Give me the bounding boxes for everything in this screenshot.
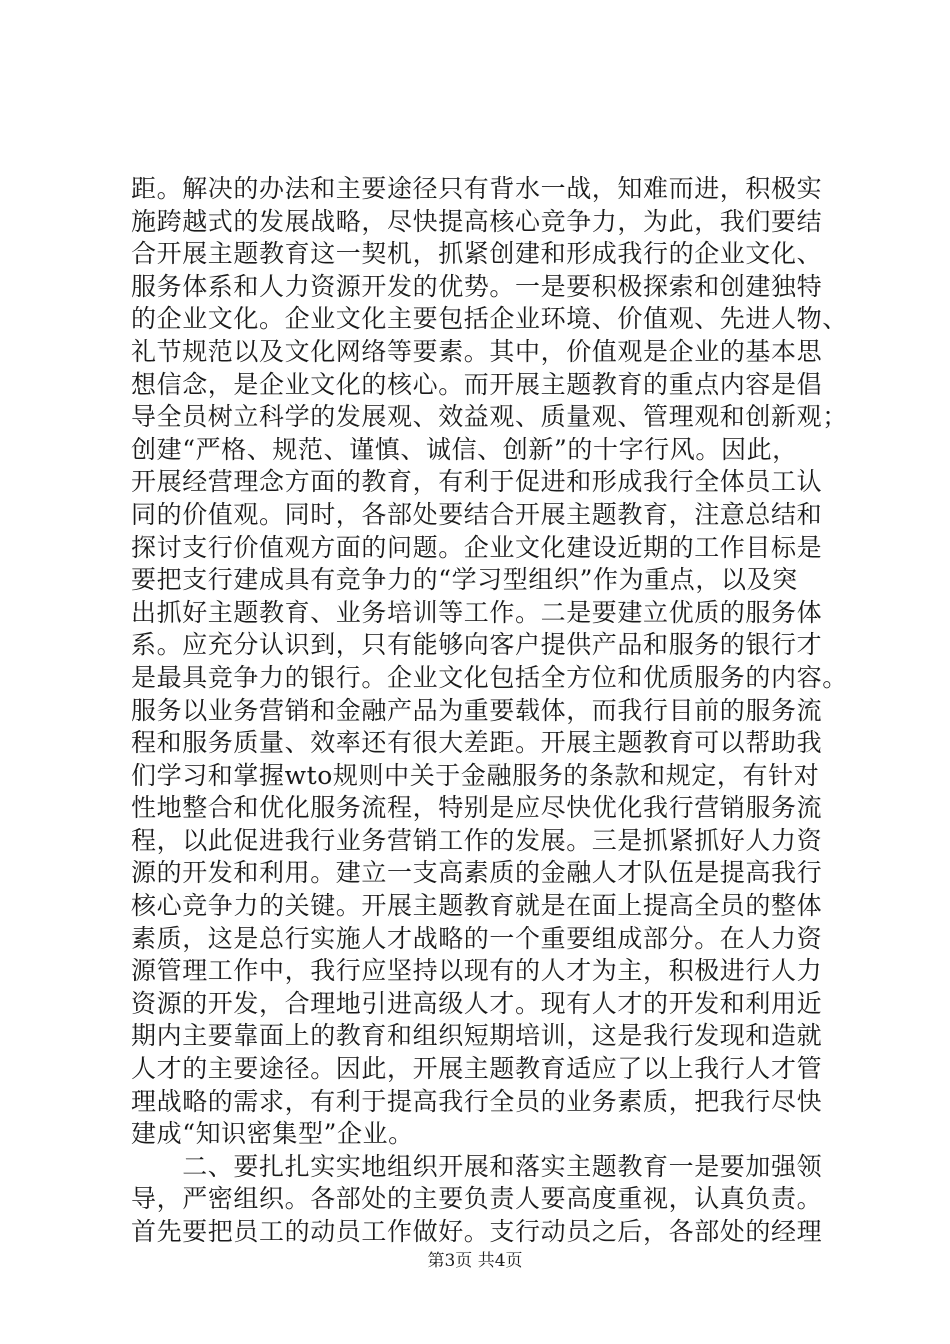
text-line: 开展经营理念方面的教育，有利于促进和形成我行全体员工认 — [131, 467, 823, 497]
text-line: 服务体系和人力资源开发的优势。一是要积极探索和创建独特 — [131, 271, 823, 301]
text-line: 导全员树立科学的发展观、效益观、质量观、管理观和创新观； — [131, 402, 848, 432]
text-line: 同的价值观。同时，各部处要结合开展主题教育，注意总结和 — [131, 499, 823, 529]
text-line: 性地整合和优化服务流程，特别是应尽快优化我行营销服务流 — [131, 793, 823, 823]
text-line: 程，以此促进我行业务营销工作的发展。三是抓紧抓好人力资 — [131, 825, 823, 855]
text-line: 人才的主要途径。因此，开展主题教育适应了以上我行人才管 — [131, 1054, 823, 1084]
text-line: 出抓好主题教育、业务培训等工作。二是要建立优质的服务体 — [131, 597, 823, 627]
text-line: 系。应充分认识到，只有能够向客户提供产品和服务的银行才 — [131, 630, 823, 660]
text-line: 服务以业务营销和金融产品为重要载体，而我行目前的服务流 — [131, 695, 823, 725]
text-line: 期内主要靠面上的教育和组织短期培训，这是我行发现和造就 — [131, 1021, 823, 1051]
text-line: 是最具竞争力的银行。企业文化包括全方位和优质服务的内容。 — [131, 662, 848, 692]
text-line: 建成“知识密集型”企业。 — [131, 1119, 414, 1149]
text-line: 合开展主题教育这一契机，抓紧创建和形成我行的企业文化、 — [131, 239, 823, 269]
page-footer: 第3页 共4页 — [427, 1251, 523, 1271]
text-line: 施跨越式的发展战略，尽快提高核心竞争力，为此，我们要结 — [131, 206, 823, 236]
text-line: 创建“严格、规范、谨慎、诚信、创新”的十字行风。因此， — [131, 434, 798, 464]
text-line: 程和服务质量、效率还有很大差距。开展主题教育可以帮助我 — [131, 728, 823, 758]
text-line: 距。解决的办法和主要途径只有背水一战，知难而进，积极实 — [131, 174, 823, 203]
text-line: 二、要扎扎实实地组织开展和落实主题教育一是要加强领 — [131, 1151, 823, 1181]
text-line: 理战略的需求，有利于提高我行全员的业务素质，把我行尽快 — [131, 1086, 823, 1116]
text-line: 核心竞争力的关键。开展主题教育就是在面上提高全员的整体 — [131, 891, 823, 921]
body-text — [131, 173, 861, 1249]
text-line: 资源的开发，合理地引进高级人才。现有人才的开发和利用近 — [131, 988, 823, 1018]
text-line: 首先要把员工的动员工作做好。支行动员之后，各部处的经理 — [131, 1217, 823, 1246]
text-line: 探讨支行价值观方面的问题。企业文化建设近期的工作目标是 — [131, 532, 823, 562]
text-line: 的企业文化。企业文化主要包括企业环境、价值观、先进人物、 — [131, 304, 848, 334]
text-line: 导，严密组织。各部处的主要负责人要高度重视，认真负责。 — [131, 1184, 823, 1214]
text-line: 源的开发和利用。建立一支高素质的金融人才队伍是提高我行 — [131, 858, 823, 888]
text-line: 素质，这是总行实施人才战略的一个重要组成部分。在人力资 — [131, 923, 823, 953]
text-line: 要把支行建成具有竞争力的“学习型组织”作为重点，以及突 — [131, 565, 798, 595]
text-line: 们学习和掌握wto规则中关于金融服务的条款和规定，有针对 — [131, 760, 820, 790]
text-line: 想信念，是企业文化的核心。而开展主题教育的重点内容是倡 — [131, 369, 823, 399]
text-line: 礼节规范以及文化网络等要素。其中，价值观是企业的基本思 — [131, 336, 823, 366]
text-line: 源管理工作中，我行应坚持以现有的人才为主，积极进行人力 — [131, 956, 823, 986]
